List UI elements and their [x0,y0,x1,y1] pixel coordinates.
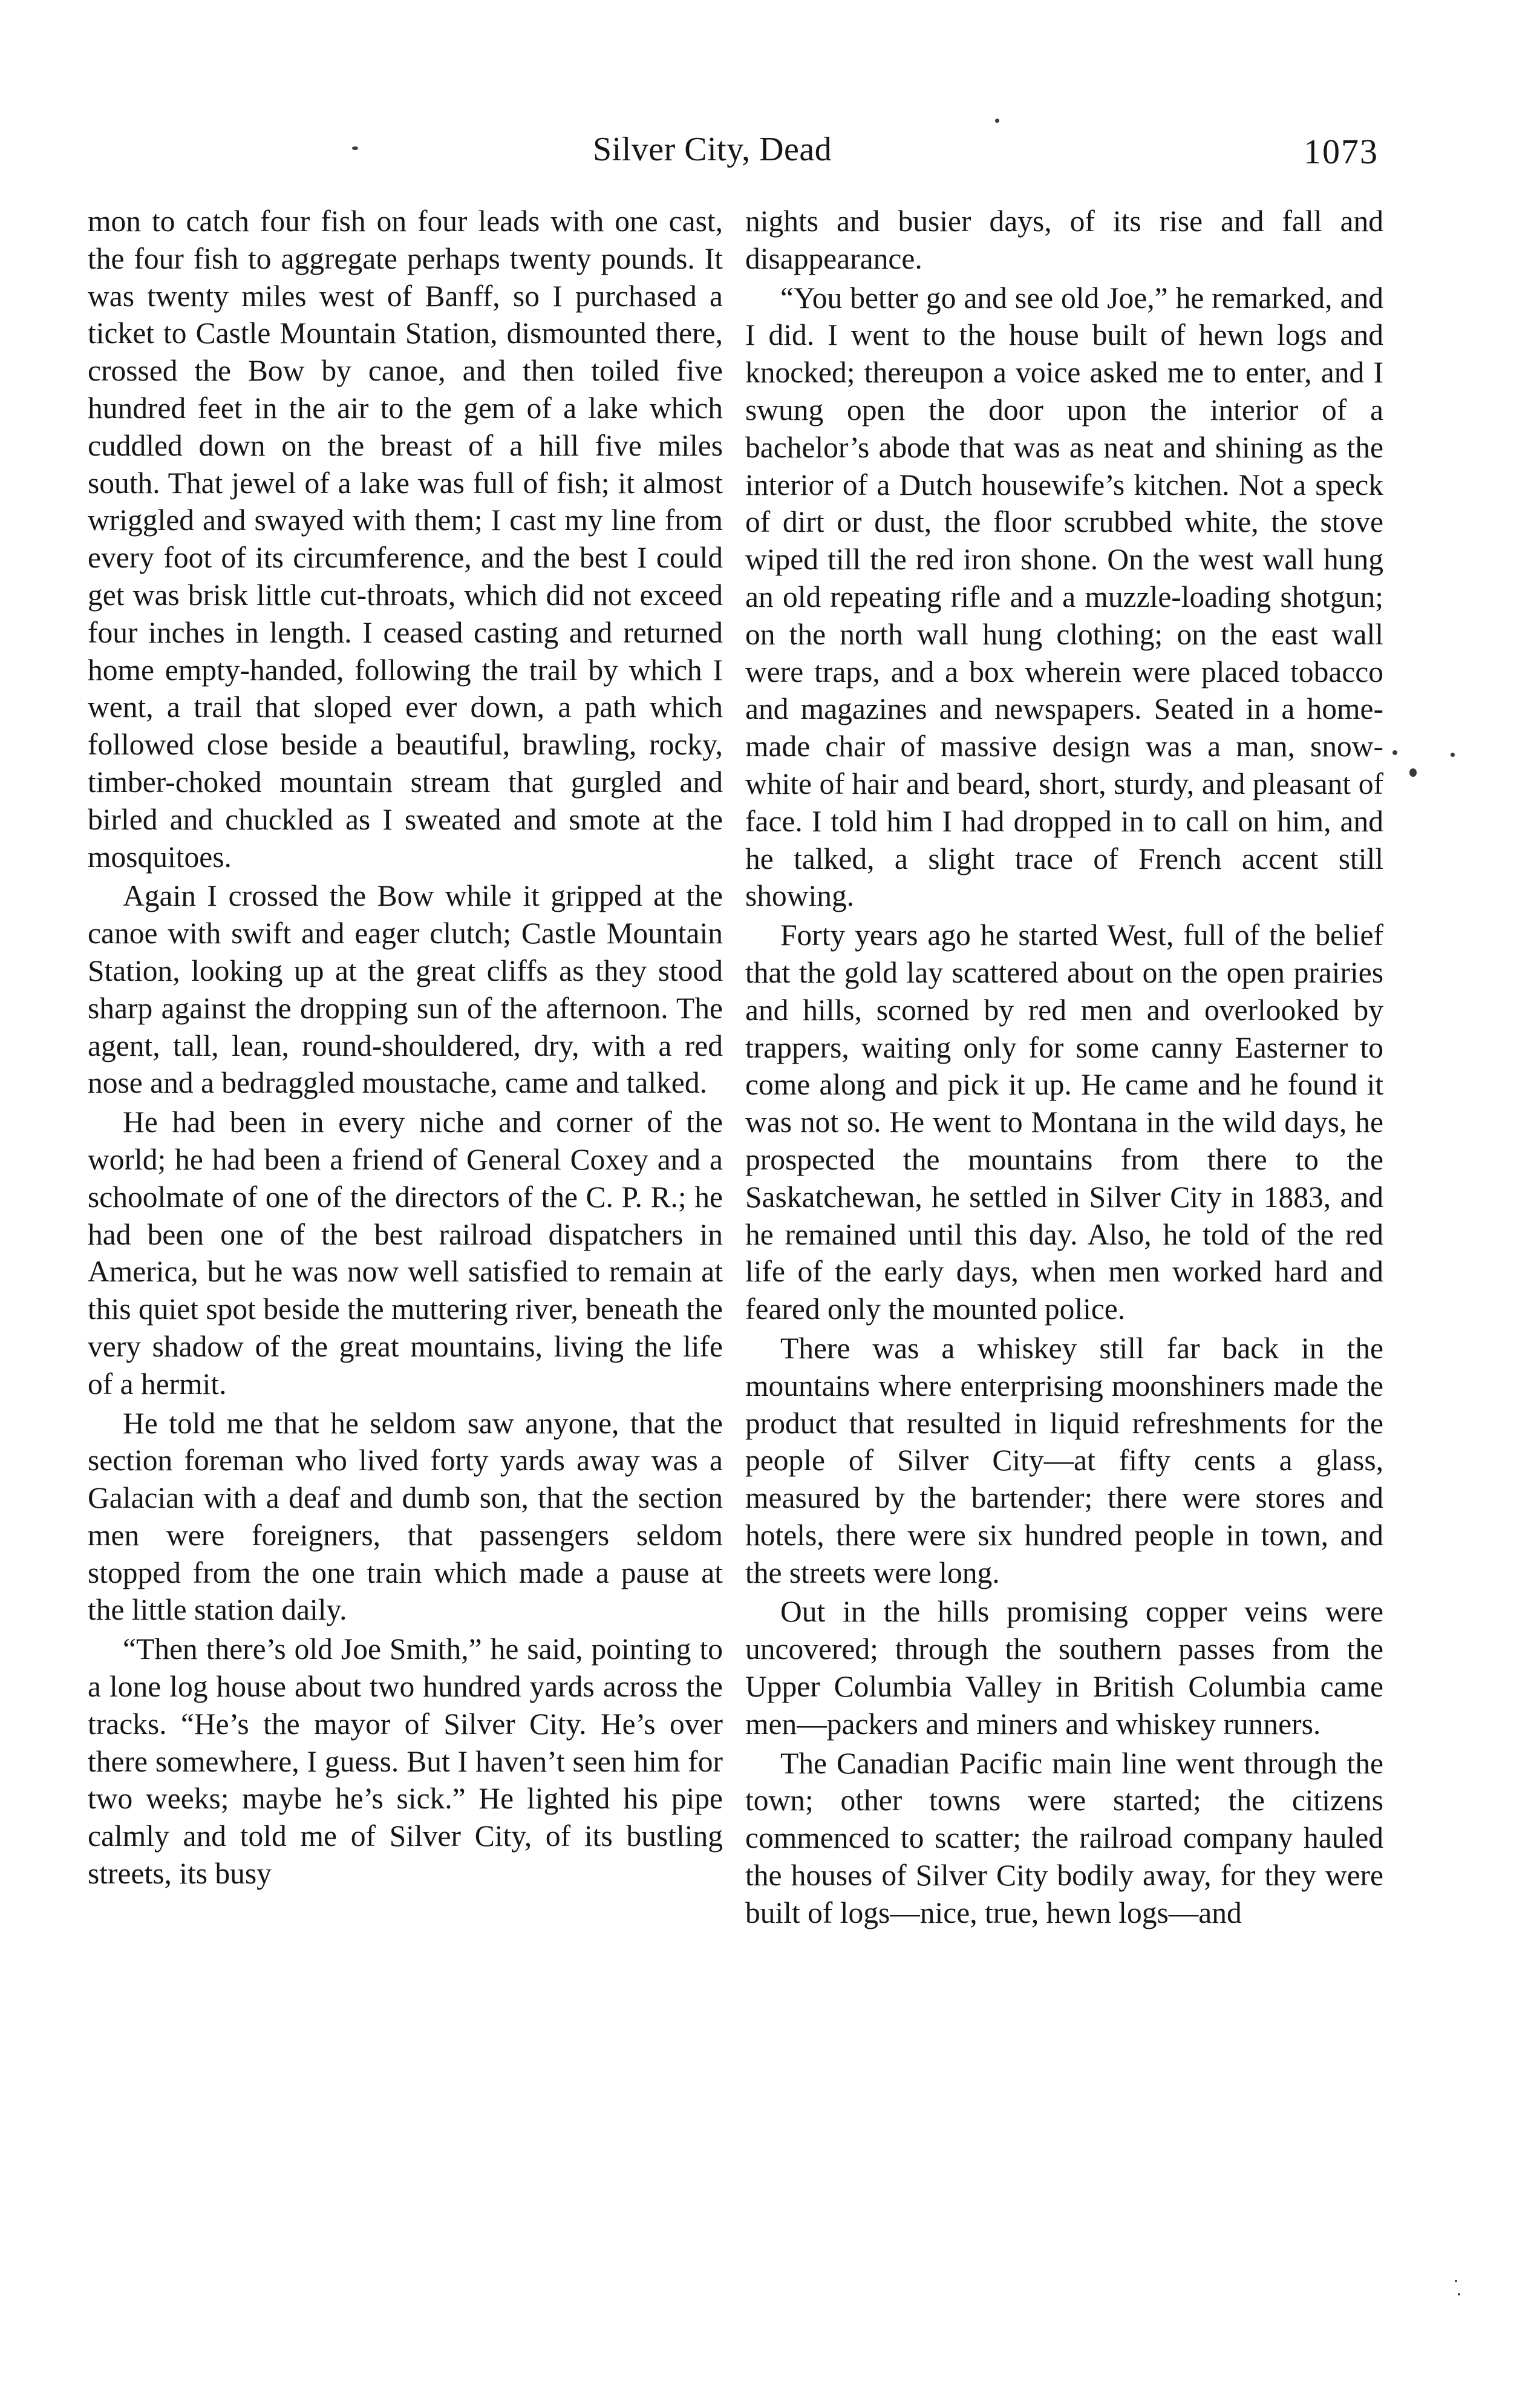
scan-speck [1451,753,1455,757]
left-column [88,203,723,1894]
scan-speck [1392,750,1397,755]
scan-speck [1409,768,1417,777]
paragraph: mon to catch four fish on four leads with one cast, the four fish to aggregate perhaps twenty pounds. It was twenty miles west of Banff, so I purchased a ticket to Castle Mountain Station, dismounted there, crossed the Bow by canoe, and then toiled five hundred feet in the air to the gem of a lake which cuddled down on the breast of a hill five miles south. That jewel of a lake was full of fish; it almost wriggled and swayed with them; I cast my line from every foot of its circumference, and the best I could get was brisk little cut-throats, which did not exceed four inches in length. I ceased casting and returned home empty-handed, following the trail by which I went, a trail that sloped ever down, a path which followed close beside a beautiful, brawling, rocky, timber-choked mountain stream that gurgled and birled and chuckled as I sweated and smote at the mosquitoes. [88,204,723,874]
running-title: Silver City, Dead [593,131,832,168]
scan-speck [1458,2293,1460,2295]
paragraph: There was a whiskey still far back in the mountains where enterprising moonshiners made the product that resulted in liquid refreshments for the people of Silver City—at fifty cents a glass, measured by the bartender; there were stores and hotels, there were six hundred people in town, and the streets were long. [745,1331,1383,1589]
paragraph: He had been in every niche and corner of the world; he had been a friend of General Coxey and a schoolmate of one of the directors of the C. P. R.; he had been one of the best railroad dispatchers in America, but he was now well satisfied to remain at this quiet spot beside the muttering river, beneath the very shadow of the great mountains, living the life of a hermit. [88,1105,723,1401]
paragraph: Again I crossed the Bow while it gripped at the canoe with swift and eager clutch; Castle Mountain Station, looking up at the great cliffs as they stood sharp against the dropping sun of the afternoon. The agent, tall, lean, round-shouldered, dry, with a red nose and a bedraggled moustache, came and talked. [88,879,723,1100]
scan-speck [995,119,999,123]
paragraph: Out in the hills promising copper veins were uncovered; through the southern passes from the Upper Columbia Valley in British Columbia came men—packers and miners and whiskey runners. [745,1595,1383,1741]
page-number: 1073 [1304,132,1379,171]
paragraph: nights and busier days, of its rise and fall and disappearance. [745,204,1383,275]
scan-speck [1455,2280,1457,2282]
running-head [0,130,1531,178]
paragraph: “Then there’s old Joe Smith,” he said, pointing to a lone log house about two hundred yards across the tracks. “He’s the mayor of Silver City. He’s over there somewhere, I guess. But I haven’t seen him for two weeks; maybe he’s sick.” He lighted his pipe calmly and told me of Silver City, of its bustling streets, its busy [88,1632,723,1891]
right-column [745,203,1383,1934]
paragraph: Forty years ago he started West, full of the belief that the gold lay scattered about on the open prairies and hills, scorned by red men and overlooked by trappers, waiting only for some canny Easterner to come along and pick it up. He came and he found it was not so. He went to Montana in the wild days, he prospected the mountains from there to the Saskatchewan, he settled in Silver City in 1883, and he remained until this day. Also, he told of the red life of the early days, when men worked hard and feared only the mounted police. [745,918,1383,1326]
paragraph: He told me that he seldom saw anyone, that the section foreman who lived forty yards away was a Galacian with a deaf and dumb son, that the section men were foreigners, that passengers seldom stopped from the one train which made a pause at the little station daily. [88,1406,723,1627]
scan-speck [352,146,358,150]
paragraph: The Canadian Pacific main line went through the town; other towns were started; the citizens commenced to scatter; the railroad company hauled the houses of Silver City bodily away, for they were built of logs—nice, true, hewn logs—and [745,1746,1383,1929]
paragraph: “You better go and see old Joe,” he remarked, and I did. I went to the house built of hewn logs and knocked; thereupon a voice asked me to enter, and I swung open the door upon the interior of a bachelor’s abode that was as neat and shining as the interior of a Dutch housewife’s kitchen. Not a speck of dirt or dust, the floor scrubbed white, the stove wiped till the red iron shone. On the west wall hung an old repeating rifle and a muzzle-loading shotgun; on the north wall hung clothing; on the east wall were traps, and a box wherein were placed tobacco and magazines and newspapers. Seated in a home-made chair of massive design was a man, snow-white of hair and beard, short, sturdy, and pleasant of face. I told him I had dropped in to call on him, and he talked, a slight trace of French accent still showing. [745,281,1383,913]
